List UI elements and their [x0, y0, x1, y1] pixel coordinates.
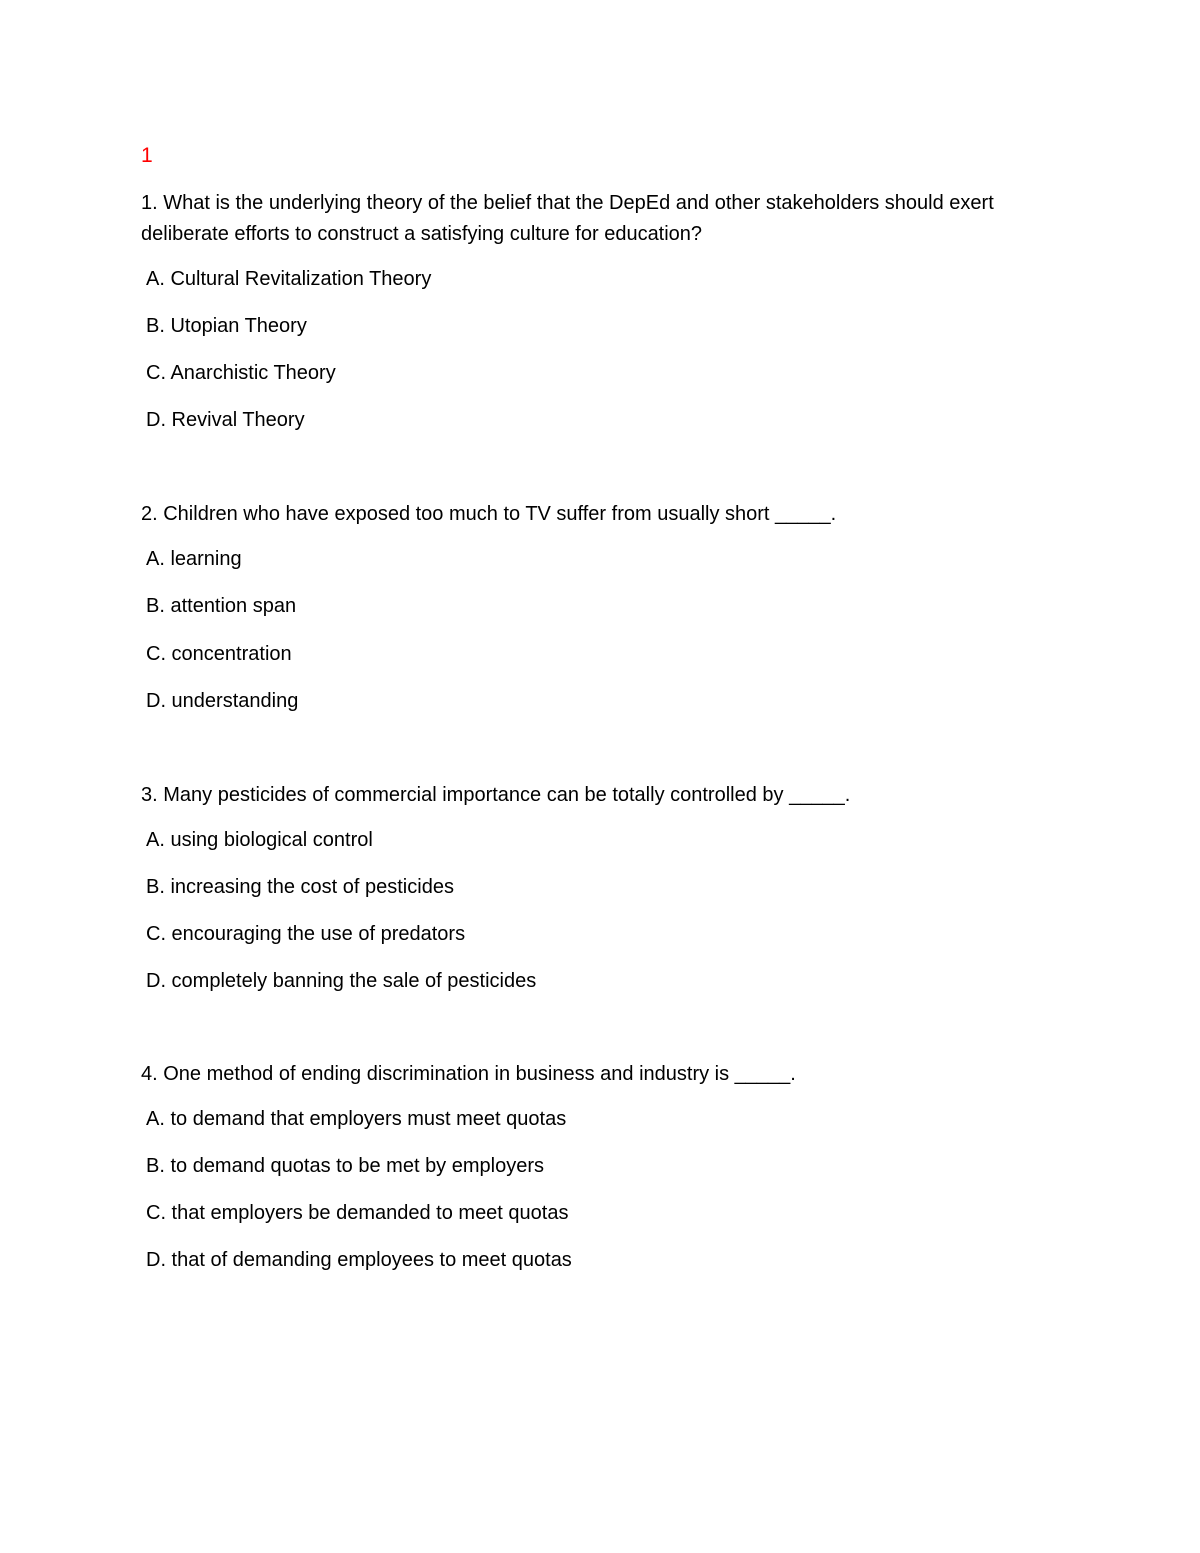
option-d: D. that of demanding employees to meet quotas	[146, 1249, 572, 1271]
option-c: C. encouraging the use of predators	[146, 923, 466, 945]
option-c: C. that employers be demanded to meet quotas	[146, 1202, 569, 1224]
option-d: D. understanding	[146, 690, 299, 712]
option-b: B. increasing the cost of pesticides	[146, 876, 454, 898]
option-a: A. learning	[146, 548, 242, 570]
question-1	[141, 188, 1041, 431]
option-a: A. to demand that employers must meet quotas	[146, 1108, 567, 1130]
question-stem: 3. Many pesticides of commercial importance can be totally controlled by _____.	[141, 784, 851, 806]
page-number: 1	[141, 144, 153, 167]
question-stem: 2. Children who have exposed too much to TV suffer from usually short _____.	[141, 503, 837, 525]
question-3	[141, 780, 1041, 992]
option-b: B. attention span	[146, 595, 297, 617]
option-b: B. Utopian Theory	[146, 315, 307, 337]
question-4	[141, 1059, 1041, 1271]
option-c: C. concentration	[146, 643, 292, 665]
question-stem: 4. One method of ending discrimination in business and industry is _____.	[141, 1063, 796, 1085]
option-d: D. completely banning the sale of pesticides	[146, 970, 537, 992]
option-a: A. using biological control	[146, 829, 373, 851]
option-a: A. Cultural Revitalization Theory	[146, 268, 432, 290]
option-c: C. Anarchistic Theory	[146, 362, 336, 384]
option-b: B. to demand quotas to be met by employers	[146, 1155, 544, 1177]
question-2	[141, 499, 1041, 712]
option-d: D. Revival Theory	[146, 409, 305, 431]
question-stem: 1. What is the underlying theory of the belief that the DepEd and other stakeholders should exert deliberate efforts to construct a satisfying culture for education?	[141, 192, 994, 245]
